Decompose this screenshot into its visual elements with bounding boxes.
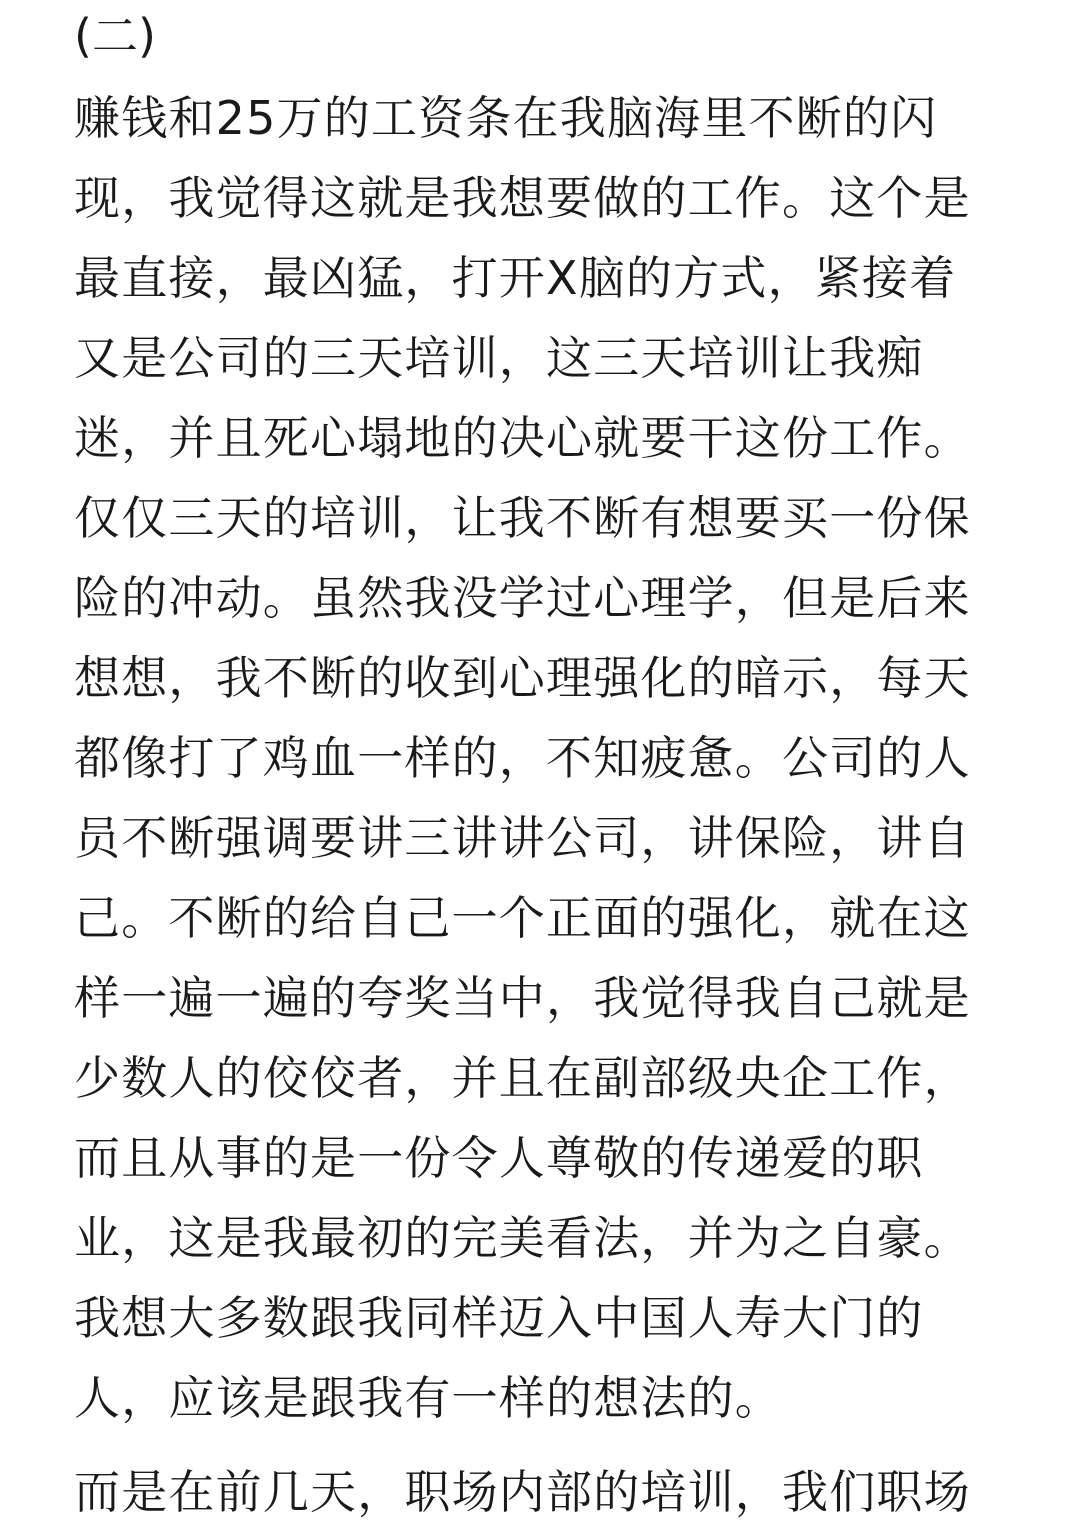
paragraph-line: 最直接，最凶猛，打开X脑的方式，紧接着 [74,251,957,305]
paragraph-line: 仅仅三天的培训，让我不断有想要买一份保 [74,491,971,545]
section-heading: (二) [74,9,156,63]
paragraph-line: 迷，并且死心塌地的决心就要干这份工作。 [74,411,971,465]
paragraph-line: 险的冲动。虽然我没学过心理学，但是后来 [74,571,971,625]
paragraph-line: 员不断强调要讲三讲讲公司，讲保险，讲自 [74,811,971,865]
paragraph-line: 样一遍一遍的夸奖当中，我觉得我自己就是 [74,971,971,1025]
paragraph-line: 我想大多数跟我同样迈入中国人寿大门的 [74,1291,924,1345]
paragraph-line: 己。不断的给自己一个正面的强化，就在这 [74,891,971,945]
paragraph-line: 现，我觉得这就是我想要做的工作。这个是 [74,171,971,225]
paragraph-line: 想想，我不断的收到心理强化的暗示，每天 [74,651,971,705]
cutoff-next-line: 而是在前几天，职场内部的培训，我们职场 [74,1465,971,1519]
paragraph-line: 赚钱和25万的工资条在我脑海里不断的闪 [74,91,938,145]
paragraph-line: 而且从事的是一份令人尊敬的传递爱的职 [74,1131,924,1185]
paragraph-line: 人，应该是跟我有一样的想法的。 [74,1371,782,1425]
paragraph-line: 业，这是我最初的完美看法，并为之自豪。 [74,1211,971,1265]
paragraph-line: 都像打了鸡血一样的，不知疲惫。公司的人 [74,731,971,785]
paragraph-line: 又是公司的三天培训，这三天培训让我痴 [74,331,924,385]
paragraph-line: 少数人的佼佼者，并且在副部级央企工作， [74,1051,971,1105]
